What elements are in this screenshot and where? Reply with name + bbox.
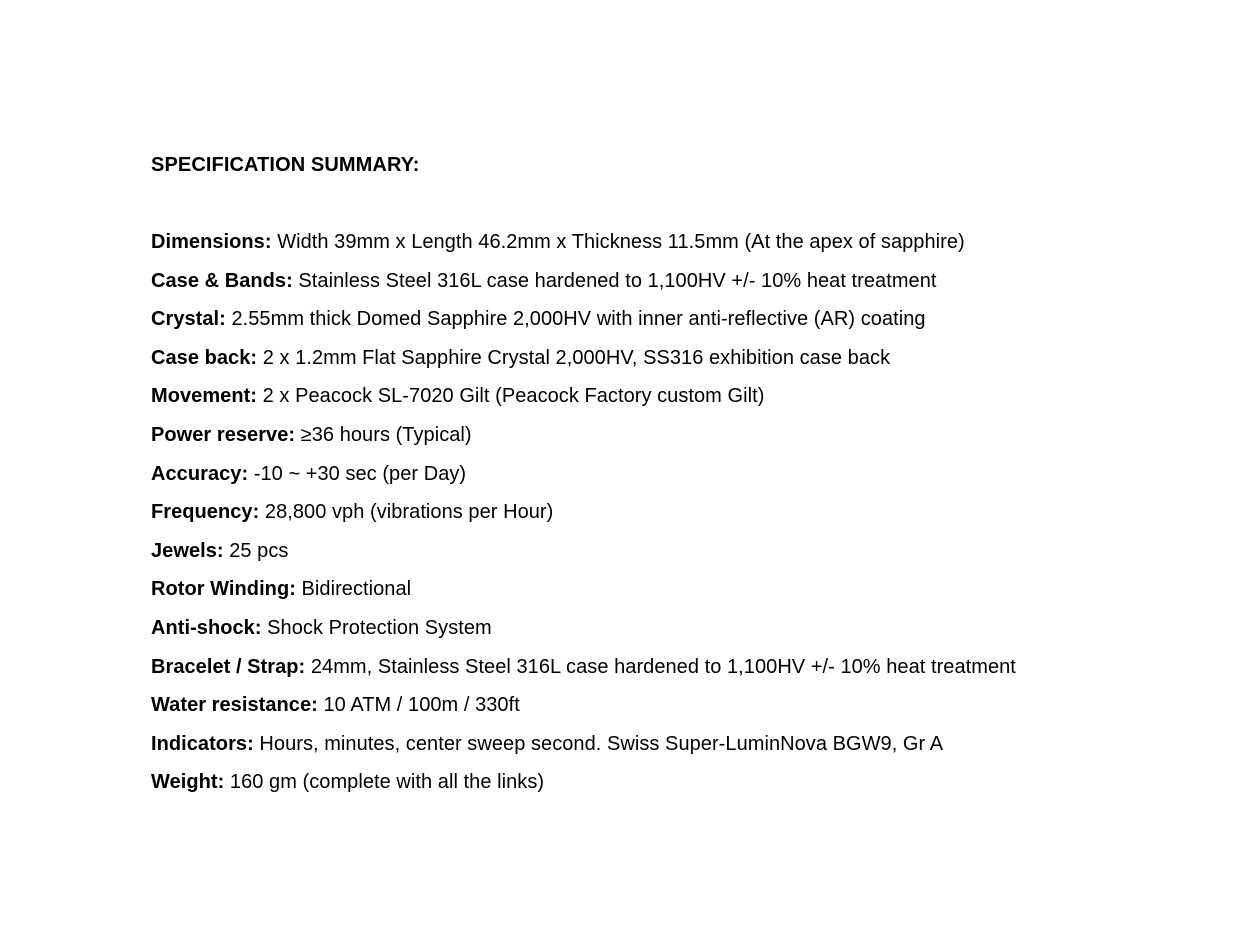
spec-value: 2 x 1.2mm Flat Sapphire Crystal 2,000HV, SS316 exhibition case back	[262, 346, 891, 369]
spec-label: Accuracy:	[151, 462, 249, 485]
spec-value: ≥36 hours (Typical)	[300, 423, 472, 446]
spec-row-case-bands	[151, 262, 1211, 301]
spec-value: 160 gm (complete with all the links)	[229, 771, 545, 794]
spec-row-case-back	[151, 339, 1211, 378]
spec-title: SPECIFICATION SUMMARY:	[151, 154, 420, 176]
spec-value: 2 x Peacock SL-7020 Gilt (Peacock Factory custom Gilt)	[262, 385, 765, 408]
spec-value: Stainless Steel 316L case hardened to 1,100HV +/- 10% heat treatment	[298, 269, 937, 292]
spec-label: Weight:	[151, 771, 225, 794]
spec-label: Water resistance:	[151, 694, 318, 717]
spec-row-crystal	[151, 300, 1211, 339]
spec-label: Anti-shock:	[151, 616, 262, 639]
spec-label: Frequency:	[151, 501, 260, 524]
spec-label: Bracelet / Strap:	[151, 655, 306, 678]
spec-row-jewels	[151, 532, 1211, 571]
spec-label: Jewels:	[151, 539, 224, 562]
spec-value: Shock Protection System	[267, 616, 492, 639]
spec-list	[151, 223, 1211, 802]
spec-value: Width 39mm x Length 46.2mm x Thickness 11.5mm (At the apex of sapphire)	[277, 231, 965, 253]
spec-row-frequency	[151, 493, 1211, 532]
spec-label: Indicators:	[151, 732, 254, 755]
spec-label: Power reserve:	[151, 423, 296, 446]
spec-value: -10 ~ +30 sec (per Day)	[253, 462, 467, 485]
spec-value: Hours, minutes, center sweep second. Swiss Super-LuminNova BGW9, Gr A	[259, 732, 944, 755]
spec-label: Case & Bands:	[151, 269, 293, 292]
spec-row-accuracy	[151, 455, 1211, 494]
spec-label: Dimensions:	[151, 231, 272, 253]
spec-value: Bidirectional	[301, 578, 412, 601]
spec-row-anti-shock	[151, 609, 1211, 648]
spec-value: 25 pcs	[229, 539, 289, 562]
spec-row-power-reserve	[151, 416, 1211, 455]
spec-label: Movement:	[151, 385, 258, 408]
spec-row-movement	[151, 377, 1211, 416]
spec-row-weight	[151, 763, 1211, 802]
spec-value: 2.55mm thick Domed Sapphire 2,000HV with inner anti-reflective (AR) coating	[231, 308, 926, 331]
spec-row-bracelet-strap	[151, 648, 1211, 687]
spec-label: Case back:	[151, 346, 258, 369]
spec-value: 28,800 vph (vibrations per Hour)	[264, 501, 554, 524]
spec-value: 10 ATM / 100m / 330ft	[323, 694, 520, 717]
spec-row-water-resistance	[151, 686, 1211, 725]
spec-label: Crystal:	[151, 308, 226, 331]
spec-document	[151, 150, 1211, 802]
spec-row-rotor-winding	[151, 570, 1211, 609]
spec-value: 24mm, Stainless Steel 316L case hardened to 1,100HV +/- 10% heat treatment	[310, 655, 1016, 678]
spec-row-indicators	[151, 725, 1211, 764]
spec-row-dimensions	[151, 223, 1211, 262]
spec-label: Rotor Winding:	[151, 578, 296, 601]
